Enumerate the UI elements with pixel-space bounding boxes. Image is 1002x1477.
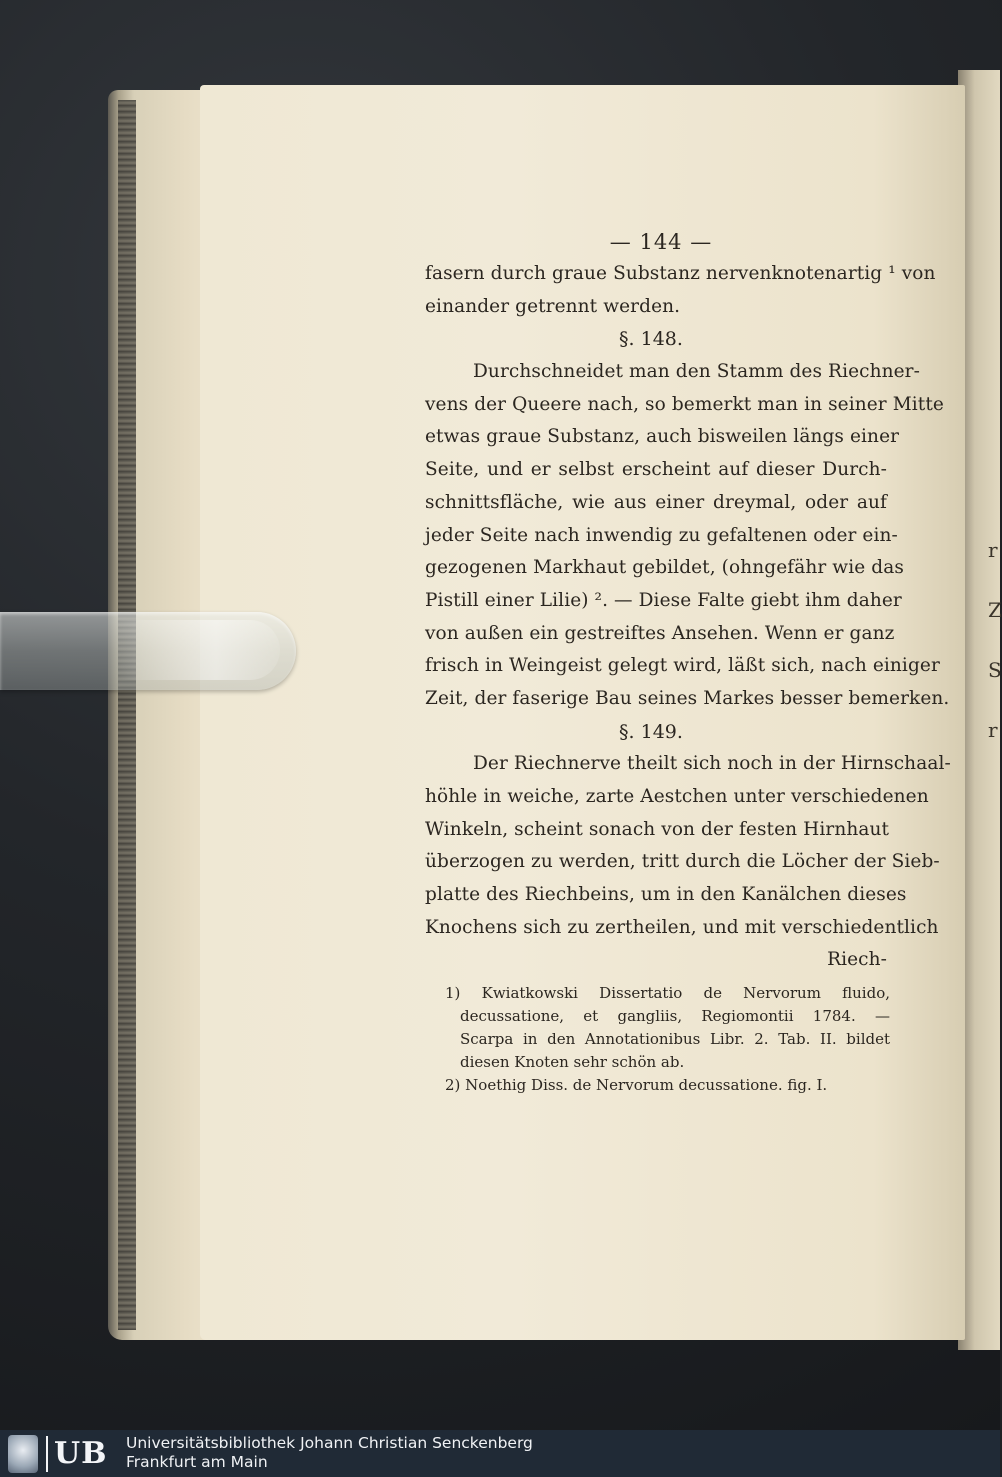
institution-line: Frankfurt am Main <box>126 1453 268 1471</box>
footnote-line: decussatione, et gangliis, Regiomontii 1784. — <box>460 1007 890 1025</box>
footer-bar <box>0 1430 1000 1477</box>
facing-page-mark: Z <box>988 598 1002 622</box>
text-line: frisch in Weingeist gelegt wird, läßt sich, nach einiger <box>425 655 940 677</box>
footnotes <box>445 982 890 1097</box>
footnote-line: Scarpa in den Annotationibus Libr. 2. Tab. II. bildet <box>460 1030 890 1048</box>
institution-name <box>126 1434 533 1472</box>
text-line: gezogenen Markhaut gebildet, (ohngefähr wie das <box>425 557 904 579</box>
text-line: jeder Seite nach inwendig zu gefaltenen oder ein- <box>425 524 898 546</box>
text-line: vens der Queere nach, so bemerkt man in seiner Mitte <box>425 393 944 415</box>
text-line: Winkeln, scheint sonach von der festen Hirnhaut <box>425 818 890 840</box>
institution-line: Universitätsbibliothek Johann Christian Senckenberg <box>126 1434 533 1452</box>
text-line: schnittsfläche, wie aus einer dreymal, oder auf <box>425 491 887 513</box>
text-line: Pistill einer Lilie) ². — Diese Falte giebt ihm daher <box>425 589 902 611</box>
facing-page-marks <box>988 520 1002 760</box>
book-spine-edge <box>118 100 136 1330</box>
section-heading: §. 149. <box>619 720 683 743</box>
page-number: — 144 — <box>609 230 713 254</box>
footnote-line: 1) Kwiatkowski Dissertatio de Nervorum fluido, <box>445 984 890 1002</box>
text-line: fasern durch graue Substanz nervenknotenartig ¹ von <box>425 263 936 284</box>
facing-page-mark: r <box>988 538 998 562</box>
text-line: Durchschneidet man den Stamm des Riechner- <box>473 361 920 383</box>
text-line: einander getrennt werden. <box>425 295 681 317</box>
portrait-emblem-icon <box>8 1435 38 1473</box>
library-logo[interactable] <box>8 1434 118 1474</box>
footnote-line: 2) Noethig Diss. de Nervorum decussatione. fig. I. <box>445 1076 828 1094</box>
page-text <box>425 226 951 977</box>
catchword: Riech- <box>827 949 887 971</box>
section-heading: §. 148. <box>619 328 683 351</box>
text-line: von außen ein gestreiftes Ansehen. Wenn er ganz <box>425 622 895 644</box>
text-line: Der Riechnerve theilt sich noch in der Hirnschaal- <box>473 753 951 775</box>
holder-reflection <box>120 620 280 680</box>
facing-page-mark: S <box>988 658 1002 682</box>
text-line: Zeit, der faserige Bau seines Markes besser bemerken. <box>425 687 950 709</box>
text-line: platte des Riechbeins, um in den Kanälchen dieses <box>425 884 907 906</box>
text-line: etwas graue Substanz, auch bisweilen längs einer <box>425 426 900 448</box>
text-line: Seite, und er selbst erscheint auf dieser Durch- <box>425 459 887 481</box>
logo-text: UB <box>46 1436 108 1472</box>
text-line: höhle in weiche, zarte Aestchen unter verschiedenen <box>425 786 929 807</box>
text-line: überzogen zu werden, tritt durch die Löcher der Sieb- <box>425 851 940 873</box>
text-line: Knochens sich zu zertheilen, und mit verschiedentlich <box>425 916 939 938</box>
facing-page-mark: r <box>988 718 998 742</box>
footnote-line: diesen Knoten sehr schön ab. <box>460 1053 685 1071</box>
